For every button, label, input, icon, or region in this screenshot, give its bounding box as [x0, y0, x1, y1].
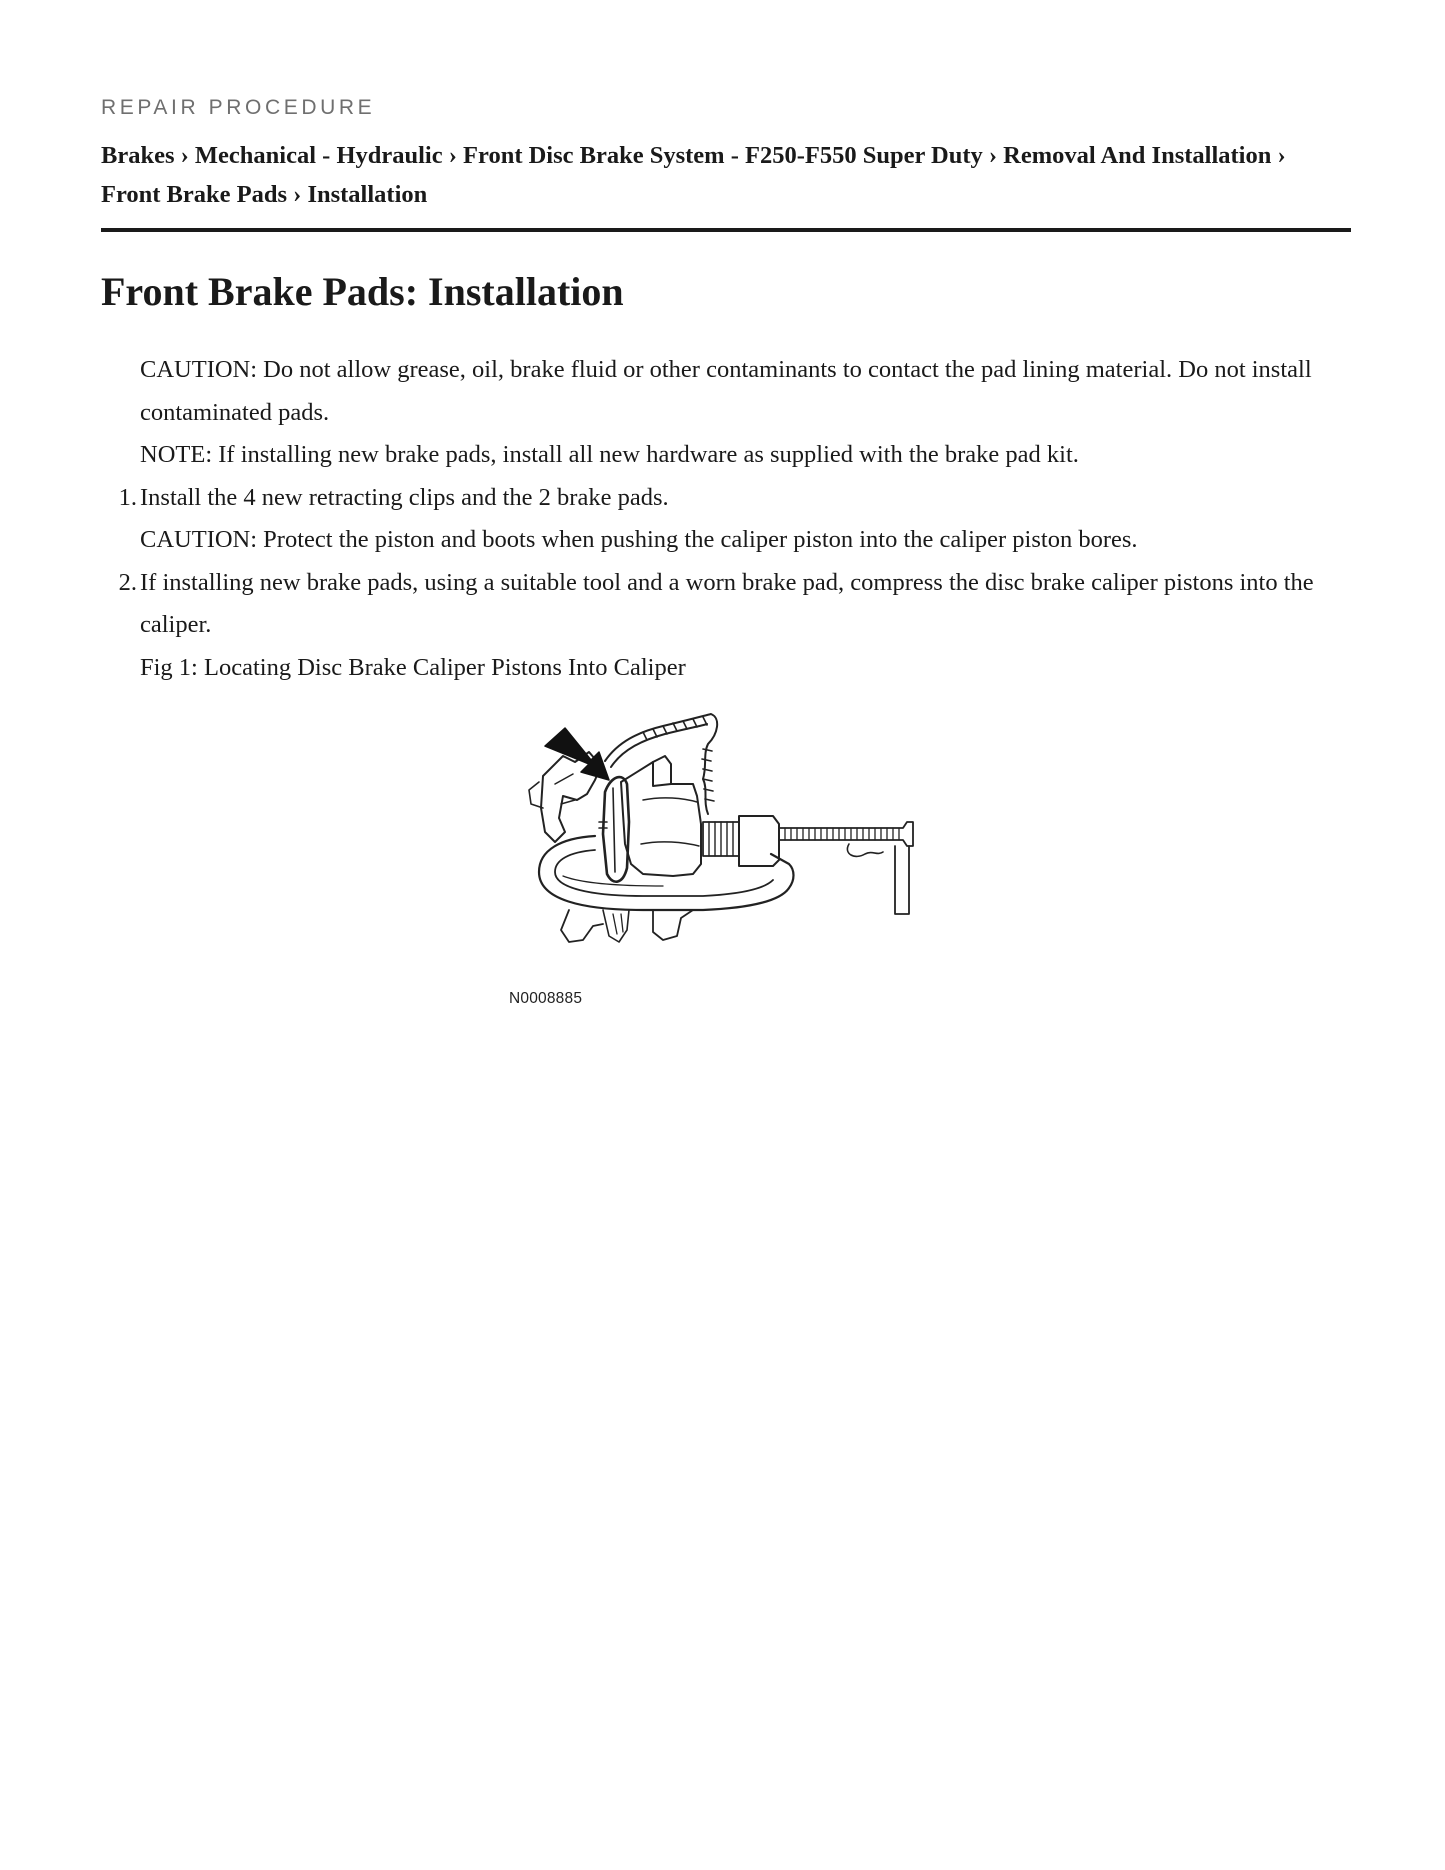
breadcrumb-item-brakes[interactable]: Brakes: [101, 142, 175, 169]
figure-reference-code: N0008885: [509, 990, 583, 1007]
header-divider: [101, 228, 1351, 232]
procedure-step: [118, 477, 1350, 520]
caliper-compression-figure: [503, 704, 983, 1024]
breadcrumb-separator: ›: [448, 142, 457, 169]
breadcrumb: [101, 136, 1351, 214]
figure-caption: Fig 1: Locating Disc Brake Caliper Pistons Into Caliper: [140, 653, 686, 681]
caution-text: CAUTION: Protect the piston and boots when pushing the caliper piston into the caliper piston bores.: [140, 526, 1138, 553]
breadcrumb-item-front-brake-pads[interactable]: Front Brake Pads: [101, 181, 288, 208]
section-eyebrow: REPAIR PROCEDURE: [101, 96, 376, 119]
breadcrumb-separator: ›: [180, 142, 189, 169]
note-text: NOTE: If installing new brake pads, install all new hardware as supplied with the brake pad kit.: [140, 441, 1079, 468]
breadcrumb-item-mechanical-hydraulic[interactable]: Mechanical - Hydraulic: [194, 142, 443, 169]
caliper-line-drawing: [503, 704, 983, 1004]
breadcrumb-item-installation: Installation: [307, 181, 428, 208]
page-title: Front Brake Pads: Installation: [101, 269, 624, 314]
step-text: Install the 4 new retracting clips and the 2 brake pads.: [140, 483, 669, 511]
breadcrumb-item-removal-and-installation[interactable]: Removal And Installation: [1003, 142, 1272, 169]
caution-text: CAUTION: Do not allow grease, oil, brake fluid or other contaminants to contact the pad lining material. Do not install contaminated pads.: [140, 356, 1312, 426]
breadcrumb-item-front-disc-brake-system[interactable]: Front Disc Brake System - F250-F550 Super Duty: [463, 142, 983, 169]
breadcrumb-separator: ›: [988, 142, 998, 169]
step-number: 2.: [118, 568, 137, 596]
step-number: 1.: [118, 483, 137, 511]
procedure-step: [118, 562, 1350, 647]
step-text: If installing new brake pads, using a suitable tool and a worn brake pad, compress the disc brake caliper pistons into the caliper.: [140, 568, 1314, 638]
breadcrumb-separator: ›: [293, 181, 302, 208]
procedure-body: [118, 349, 1350, 689]
breadcrumb-separator: ›: [1277, 142, 1286, 169]
